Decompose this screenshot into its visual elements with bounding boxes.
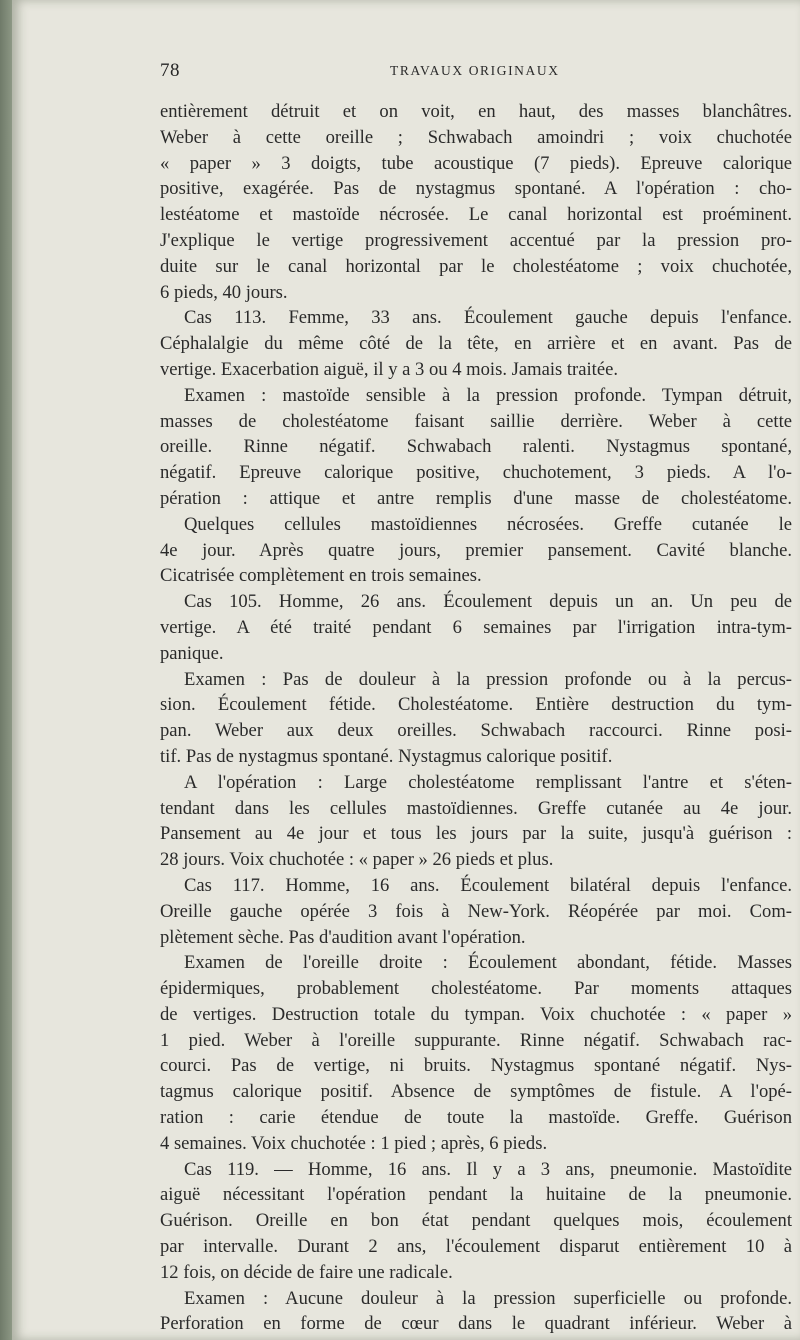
- text-line: panique.: [160, 642, 224, 664]
- text-line: 4e jour. Après quatre jours, premier pansement. Cavité blanche.: [160, 539, 792, 561]
- text-line: ration : carie étendue de toute la mastoïde. Greffe. Guérison: [160, 1107, 792, 1129]
- text-line: Perforation en forme de cœur dans le quadrant inférieur. Weber à: [160, 1313, 792, 1335]
- text-line: entièrement détruit et on voit, en haut, des masses blanchâtres.: [160, 101, 792, 122]
- text-line: tendant dans les cellules mastoïdiennes. Greffe cutanée au 4e jour.: [160, 797, 792, 819]
- text-line: courci. Pas de vertige, ni bruits. Nystagmus spontané négatif. Nys-: [160, 1055, 792, 1077]
- text-line: 12 fois, on décide de faire une radicale.: [160, 1261, 453, 1283]
- text-line: positive, exagérée. Pas de nystagmus spontané. A l'opération : cho-: [160, 178, 792, 200]
- text-line: Examen : mastoïde sensible à la pression profonde. Tympan détruit,: [184, 384, 792, 406]
- text-line: Quelques cellules mastoïdiennes nécrosées. Greffe cutanée le: [184, 513, 792, 535]
- book-page: [12, 0, 800, 1340]
- text-line: Examen : Pas de douleur à la pression profonde ou à la percus-: [184, 668, 792, 690]
- text-line: 28 jours. Voix chuchotée : « paper » 26 pieds et plus.: [160, 849, 554, 871]
- text-line: Examen de l'oreille droite : Écoulement abondant, fétide. Masses: [184, 952, 792, 974]
- text-line: négatif. Epreuve calorique positive, chuchotement, 3 pieds. A l'o-: [160, 462, 792, 484]
- text-line: 4 semaines. Voix chuchotée : 1 pied ; après, 6 pieds.: [160, 1132, 548, 1154]
- body-text: [160, 99, 792, 1337]
- text-line: tif. Pas de nystagmus spontané. Nystagmus calorique positif.: [160, 745, 613, 767]
- text-line: Examen : Aucune douleur à la pression superficielle ou profonde.: [184, 1287, 792, 1309]
- text-line: 6 pieds, 40 jours.: [160, 281, 288, 303]
- case-heading-line: Cas 105. Homme, 26 ans. Écoulement depuis un an. Un peu de: [184, 591, 792, 613]
- text-line: Guérison. Oreille en bon état pendant quelques mois, écoulement: [160, 1210, 792, 1232]
- text-line: vertige. Exacerbation aiguë, il y a 3 ou 4 mois. Jamais traitée.: [160, 358, 618, 380]
- text-line: J'explique le vertige progressivement accentué par la pression pro-: [160, 229, 792, 251]
- text-line: Cicatrisée complètement en trois semaines.: [160, 565, 482, 587]
- text-line: Weber à cette oreille ; Schwabach amoindri ; voix chuchotée: [160, 126, 792, 148]
- case-heading-line: Cas 113. Femme, 33 ans. Écoulement gauche depuis l'enfance.: [184, 307, 792, 329]
- text-line: plètement sèche. Pas d'audition avant l'opération.: [160, 926, 526, 948]
- text-line: oreille. Rinne négatif. Schwabach ralenti. Nystagmus spontané,: [160, 436, 792, 458]
- text-line: épidermiques, probablement cholestéatome. Par moments attaques: [160, 978, 792, 1000]
- text-line: pan. Weber aux deux oreilles. Schwabach raccourci. Rinne posi-: [160, 720, 792, 742]
- text-line: de vertiges. Destruction totale du tympan. Voix chuchotée : « paper »: [160, 1003, 792, 1025]
- text-line: Oreille gauche opérée 3 fois à New-York. Réopérée par moi. Com-: [160, 900, 792, 922]
- text-line: « paper » 3 doigts, tube acoustique (7 pieds). Epreuve calorique: [160, 152, 792, 174]
- case-heading-line: Cas 117. Homme, 16 ans. Écoulement bilatéral depuis l'enfance.: [184, 874, 792, 896]
- text-line: A l'opération : Large cholestéatome remplissant l'antre et s'éten-: [184, 771, 792, 793]
- case-heading-line: Cas 119. — Homme, 16 ans. Il y a 3 ans, pneumonie. Mastoïdite: [184, 1158, 792, 1180]
- text-line: Pansement au 4e jour et tous les jours par la suite, jusqu'à guérison :: [160, 823, 792, 845]
- text-line: aiguë nécessitant l'opération pendant la huitaine de la pneumonie.: [160, 1184, 792, 1206]
- text-line: pération : attique et antre remplis d'une masse de cholestéatome.: [160, 487, 792, 509]
- text-line: sion. Écoulement fétide. Cholestéatome. Entière destruction du tym-: [160, 694, 792, 716]
- text-line: duite sur le canal horizontal par le cholestéatome ; voix chuchotée,: [160, 255, 792, 277]
- text-line: Céphalalgie du même côté de la tête, en arrière et en avant. Pas de: [160, 333, 792, 355]
- text-line: lestéatome et mastoïde nécrosée. Le canal horizontal est proéminent.: [160, 204, 792, 226]
- text-line: masses de cholestéatome faisant saillie derrière. Weber à cette: [160, 410, 792, 432]
- text-line: 1 pied. Weber à l'oreille suppurante. Rinne négatif. Schwabach rac-: [160, 1029, 792, 1051]
- running-title: TRAVAUX ORIGINAUX: [390, 63, 560, 78]
- page-header: [160, 60, 792, 90]
- page-number: 78: [160, 60, 180, 81]
- text-line: vertige. A été traité pendant 6 semaines par l'irrigation intra-tym-: [160, 616, 792, 638]
- text-line: par intervalle. Durant 2 ans, l'écoulement disparut entièrement 10 à: [160, 1236, 792, 1258]
- text-line: tagmus calorique positif. Absence de symptômes de fistule. A l'opé-: [160, 1081, 792, 1103]
